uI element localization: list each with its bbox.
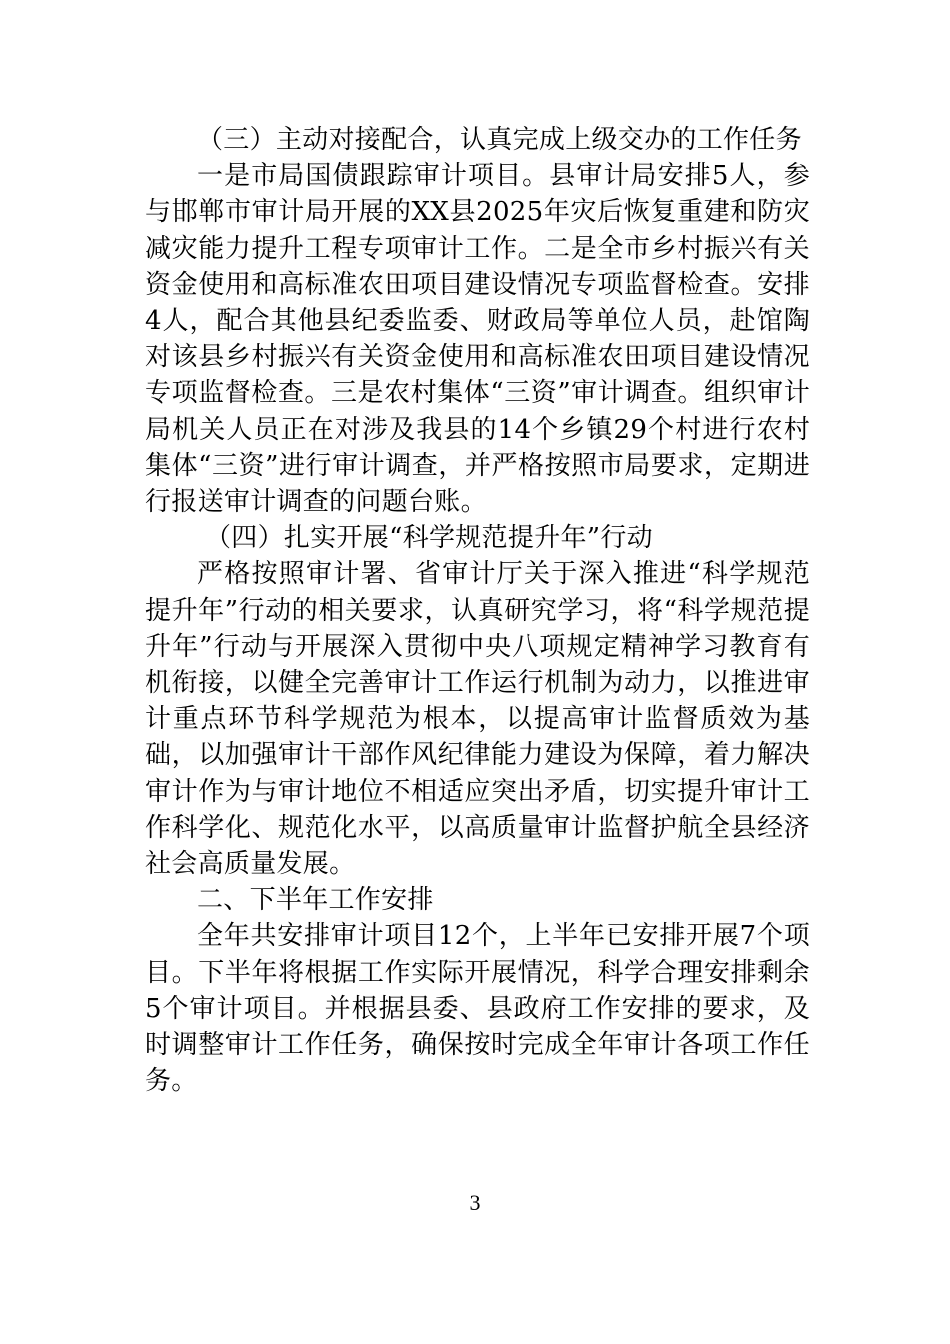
document-body — [145, 122, 810, 1099]
paragraph-coordination-tasks: 一是市局国债跟踪审计项目。县审计局安排5人，参与邯郸市审计局开展的XX县2025年灾后恢复重建和防灾减灾能力提升工程专项审计工作。二是全市乡村振兴有关资金使用和高标准农田项目建设情况专项监督检查。安排4人，配合其他县纪委监委、财政局等单位人员，赴馆陶对该县乡村振兴有关资金使用和高标准农田项目建设情况专项监督检查。三是农村集体“三资”审计调查。组织审计局机关人员正在对涉及我县的14个乡镇29个村进行农村集体“三资”进行审计调查，并严格按照市局要求，定期进行报送审计调查的问题台账。 — [145, 161, 810, 518]
paragraph-standardization-year: 严格按照审计署、省审计厅关于深入推进“科学规范提升年”行动的相关要求，认真研究学习，将“科学规范提升年”行动与开展深入贯彻中央八项规定精神学习教育有机衔接，以健全完善审计工作运行机制为动力，以推进审计重点环节科学规范为根本，以提高审计监督质效为基础，以加强审计干部作风纪律能力建设为保障，着力解决审计作为与审计地位不相适应突出矛盾，切实提升审计工作科学化、规范化水平，以高质量审计监督护航全县经济社会高质量发展。 — [145, 559, 810, 880]
page-number: 3 — [469, 1190, 481, 1215]
section-heading-coordination: （三）主动对接配合，认真完成上级交办的工作任务 — [197, 125, 802, 155]
paragraph-second-half-plan: 全年共安排审计项目12个，上半年已安排开展7个项目。下半年将根据工作实际开展情况，科学合理安排剩余5个审计项目。并根据县委、县政府工作安排的要求，及时调整审计工作任务，确保按时完成全年审计各项工作任务。 — [145, 921, 810, 1097]
section-heading-standardization-year: （四）扎实开展“科学规范提升年”行动 — [205, 523, 653, 554]
section-heading-second-half-plan: 二、下半年工作安排 — [197, 885, 434, 916]
